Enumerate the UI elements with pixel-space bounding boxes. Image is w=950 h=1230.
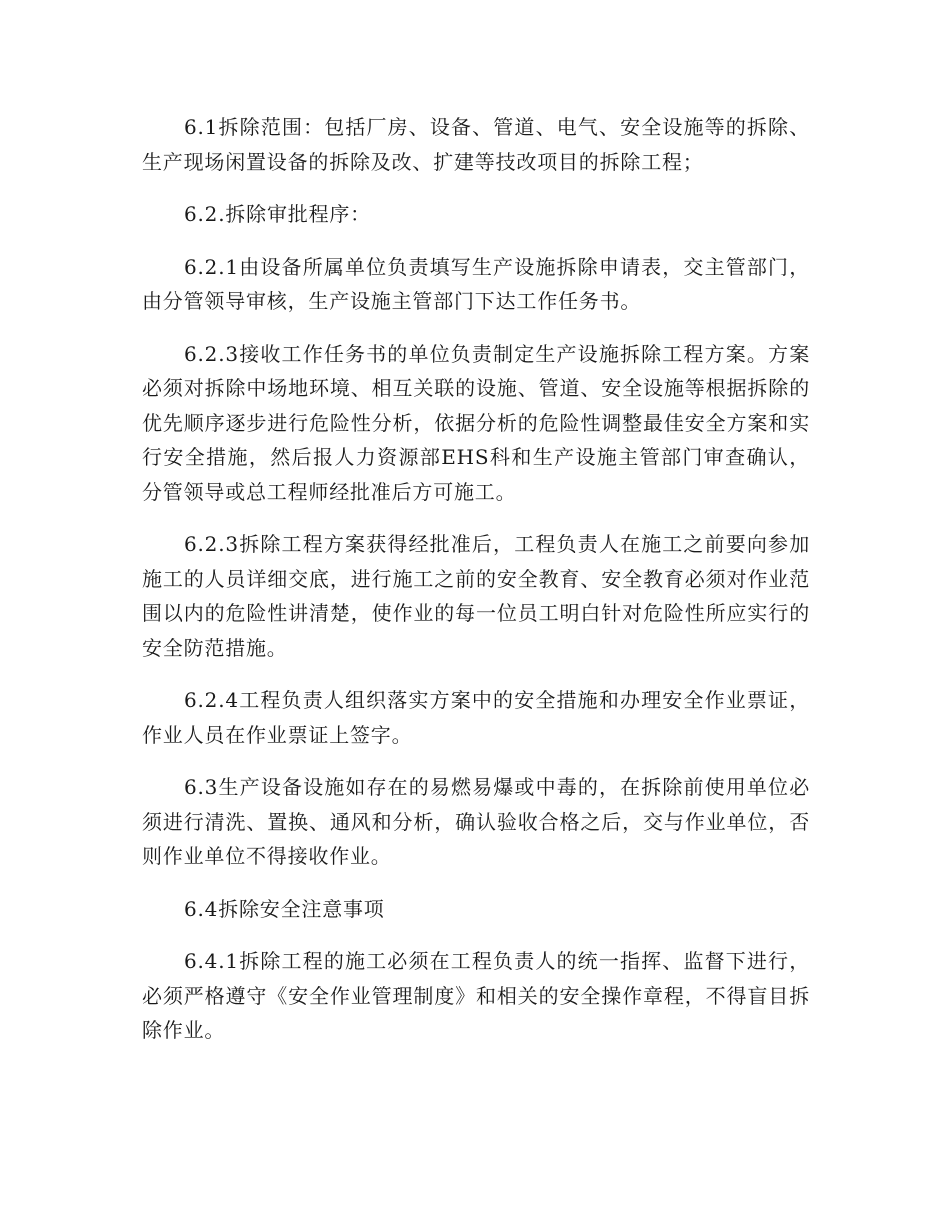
paragraph-6-1: 6.1拆除范围：包括厂房、设备、管道、电气、安全设施等的拆除、生产现场闲置设备的拆除及改、扩建等技改项目的拆除工程； [142, 115, 810, 174]
paragraph-6-2-3-plan: 6.2.3接收工作任务书的单位负责制定生产设施拆除工程方案。方案必须对拆除中场地环境、相互关联的设施、管道、安全设施等根据拆除的优先顺序逐步进行危险性分析，依据分析的危险性调整最佳安全方案和实行安全措施，然后报人力资源部EHS科和生产设施主管部门审查确认，分管领导或总工程师经批准后方可施工。 [142, 341, 810, 504]
paragraph-6-2-3-briefing: 6.2.3拆除工程方案获得经批准后，工程负责人在施工之前要向参加施工的人员详细交底，进行施工之前的安全教育、安全教育必须对作业范围以内的危险性讲清楚，使作业的每一位员工明白针对危险性所应实行的安全防范措施。 [142, 532, 810, 660]
document-body [142, 110, 810, 1066]
paragraph-6-3: 6.3生产设备设施如存在的易燃易爆或中毒的，在拆除前使用单位必须进行清洗、置换、通风和分析，确认验收合格之后，交与作业单位，否则作业单位不得接收作业。 [142, 775, 810, 868]
paragraph-6-4: 6.4拆除安全注意事项 [184, 896, 385, 921]
paragraph-6-2: 6.2.拆除审批程序： [184, 202, 371, 226]
paragraph-6-2-1: 6.2.1由设备所属单位负责填写生产设施拆除申请表，交主管部门，由分管领导审核，生产设施主管部门下达工作任务书。 [142, 254, 810, 313]
paragraph-6-2-4: 6.2.4工程负责人组织落实方案中的安全措施和办理安全作业票证，作业人员在作业票证上签字。 [142, 688, 810, 747]
paragraph-6-4-1: 6.4.1拆除工程的施工必须在工程负责人的统一指挥、监督下进行，必须严格遵守《安全作业管理制度》和相关的安全操作章程，不得盲目拆除作业。 [142, 949, 810, 1042]
